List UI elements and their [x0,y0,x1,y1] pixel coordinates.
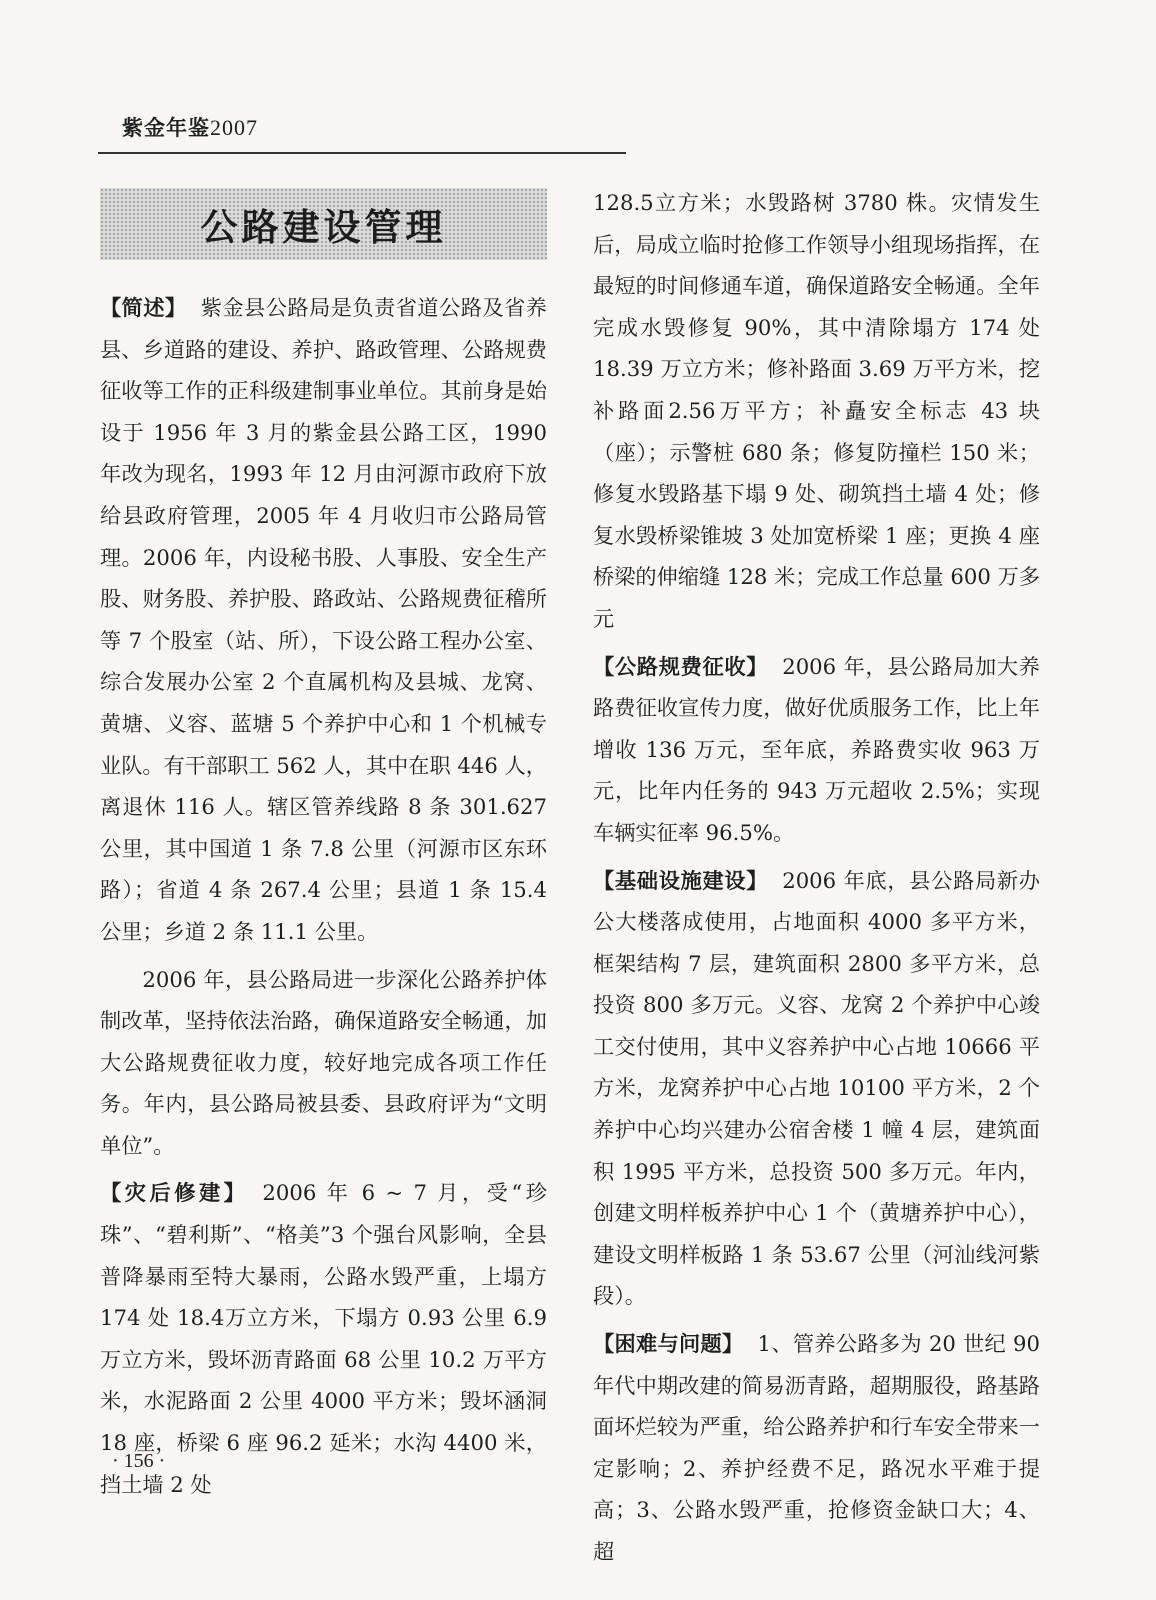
section-title: 公路建设管理 [200,206,447,249]
infrastructure-text: 2006 年底，县公路局新办公大楼落成使用，占地面积 4000 多平方米，框架结构 7 层，建筑面积 2800 多平方米，总投资 800 多万元。义容、龙窝 2 个养护中心竣工交付使用，其中义容养护中心占地 10666 平方米，龙窝养护中心占地 10100 平方米，2 个养护中心均兴建办公宿舍楼 1 幢 4 层，建筑面积 1995 平方米，总投资 500 多万元。年内，创建文明样板养护中心 1 个（黄塘养护中心），建设文明样板路 1 条 53.67 公里（河汕线河紫段）。 [593,867,1040,1309]
disaster-tag: 【灾后修建】 [100,1180,249,1206]
page-number: · 156 · [112,1450,166,1472]
fees-tag: 【公路规费征收】 [593,653,769,679]
infrastructure-paragraph [593,860,1040,1318]
overview-paragraph [100,287,547,953]
fees-text: 2006 年，县公路局加大养路费征收宣传力度，做好优质服务工作，比上年增收 136 万元，至年底，养路费实收 963 万元，比年内任务的 943 万元超收 2.5%；实现车辆实征率 96.5%。 [593,653,1040,845]
problems-paragraph [593,1323,1040,1573]
book-year: 2007 [210,115,258,140]
problems-tag: 【困难与问题】 [593,1331,744,1357]
problems-text: 1、管养公路多为 20 世纪 90 年代中期改建的简易沥青路，超期服役，路基路面坏烂较为严重，给公路养护和行车安全带来一定影响；2、养护经费不足，路况水平难于提高；3、公路水毁严重，抢修资金缺口大；4、超 [593,1331,1040,1564]
right-column [593,182,1040,1579]
infrastructure-tag: 【基础设施建设】 [593,867,769,893]
overview-tag: 【简述】 [100,295,187,320]
disaster-text: 2006 年 6 ~ 7 月，受“珍珠”、“碧利斯”、“格美”3 个强台风影响，全县普降暴雨至特大暴雨，公路水毁严重，上塌方 174 处 18.4万立方米，下塌方 0.93 公里 6.9 万立方米，毁坏沥青路面 68 公里 10.2 万平方米，水泥路面 2 公里 4000 平方米；毁坏涵洞 18 座，桥梁 6 座 96.2 延米；水沟 4400 米，挡土墙 2 处 [100,1180,547,1497]
section-title-box [100,188,547,260]
fees-paragraph [593,646,1040,854]
running-header [122,112,258,142]
overview-text: 紫金县公路局是负责省道公路及省养县、乡道路的建设、养护、路政管理、公路规费征收等工作的正科级建制事业单位。其前身是始设于 1956 年 3 月的紫金县公路工区，1990 年改为现名，1993 年 12 月由河源市政府下放给县政府管理，2005 年 4 月收归市公路局管理。2006 年，内设秘书股、人事股、安全生产股、财务股、养护股、路政站、公路规费征稽所等 7 个股室（站、所），下设公路工程办公室、综合发展办公室 2 个直属机构及县城、龙窝、黄塘、义容、蓝塘 5 个养护中心和 1 个机械专业队。有干部职工 562 人，其中在职 446 人，离退休 116 人。辖区管养线路 8 条 301.627 公里，其中国道 1 条 7.8 公里（河源市区东环路）；省道 4 条 267.4 公里；县道 1 条 15.4 公里；乡道 2 条 11.1 公里。 [100,295,547,944]
header-rule [98,152,626,154]
book-title: 紫金年鉴 [122,116,210,140]
left-column [100,287,547,1511]
summary-paragraph: 2006 年，县公路局进一步深化公路养护体制改革，坚持依法治路，确保道路安全畅通，加大公路规费征收力度，较好地完成各项工作任务。年内，县公路局被县委、县政府评为“文明单位”。 [100,966,547,1158]
disaster-continued-paragraph: 128.5立方米；水毁路树 3780 株。灾情发生后，局成立临时抢修工作领导小组现场指挥，在最短的时间修通车道，确保道路安全畅通。全年完成水毁修复 90%，其中清除塌方 174 处 18.39 万立方米；修补路面 3.69 万平方米，挖补路面2.56万平方；补矗安全标志 43 块（座）；示警桩 680 条；修复防撞栏 150 米；修复水毁路基下塌 9 处、砌筑挡土墙 4 处；修复水毁桥梁锥坡 3 处加宽桥梁 1 座；更换 4 座桥梁的伸缩缝 128 米；完成工作总量 600 万多元 [593,190,1040,631]
disaster-paragraph [100,1172,547,1505]
